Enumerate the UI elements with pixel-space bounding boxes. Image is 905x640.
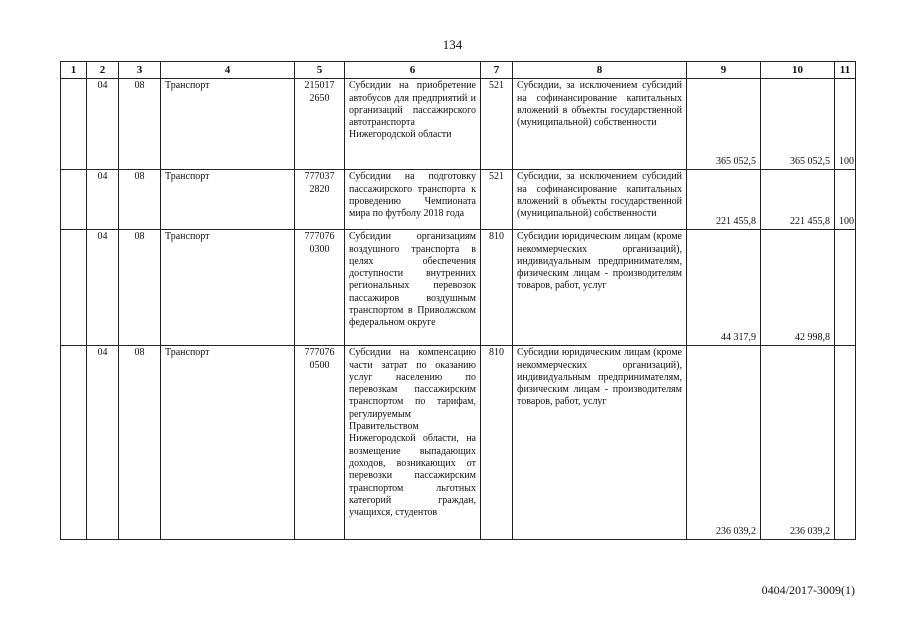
table-row: [61, 346, 856, 540]
column-header: 2: [87, 62, 119, 79]
section-cell: 04: [87, 230, 119, 346]
name-cell: Транспорт: [161, 346, 295, 540]
column-header: 7: [481, 62, 513, 79]
budget-table: [60, 61, 856, 540]
description-cell: Субсидии на компенсацию части затрат по оказанию услуг населению по перевозкам пассажирским транспортом по тарифам, регулируемым Правительством Нижегородской области, на возмещение выпадающих доходов, возникающих от перевозки пассажирским транспортом льготных категорий граждан, учащихся, студентов: [345, 346, 481, 540]
expense-type-cell: 810: [481, 346, 513, 540]
header-row: [61, 62, 856, 79]
actual-amount-cell: 221 455,8: [761, 170, 835, 230]
column-header: 11: [835, 62, 856, 79]
row-number-cell: [61, 230, 87, 346]
subsection-cell: 08: [119, 230, 161, 346]
subsection-cell: 08: [119, 170, 161, 230]
planned-amount-cell: 221 455,8: [687, 170, 761, 230]
column-header: 10: [761, 62, 835, 79]
expense-type-cell: 521: [481, 79, 513, 170]
expense-type-description-cell: Субсидии, за исключением субсидий на софинансирование капитальных вложений в объекты государственной (муниципальной) собственности: [513, 79, 687, 170]
actual-amount-cell: 42 998,8: [761, 230, 835, 346]
actual-amount-cell: 236 039,2: [761, 346, 835, 540]
section-cell: 04: [87, 79, 119, 170]
column-header: 4: [161, 62, 295, 79]
target-code-cell: 215017 2650: [295, 79, 345, 170]
percent-cell: [835, 230, 856, 346]
column-header: 3: [119, 62, 161, 79]
name-cell: Транспорт: [161, 79, 295, 170]
table-row: [61, 170, 856, 230]
subsection-cell: 08: [119, 79, 161, 170]
percent-cell: 100: [835, 79, 856, 170]
expense-type-cell: 810: [481, 230, 513, 346]
description-cell: Субсидии на подготовку пассажирского транспорта к проведению Чемпионата мира по футболу 2018 года: [345, 170, 481, 230]
planned-amount-cell: 44 317,9: [687, 230, 761, 346]
percent-cell: 100: [835, 170, 856, 230]
column-header: 8: [513, 62, 687, 79]
row-number-cell: [61, 170, 87, 230]
description-cell: Субсидии организациям воздушного транспорта в целях обеспечения доступности внутренних региональных перевозок пассажиров воздушным транспортом в Приволжском федеральном округе: [345, 230, 481, 346]
expense-type-description-cell: Субсидии, за исключением субсидий на софинансирование капитальных вложений в объекты государственной (муниципальной) собственности: [513, 170, 687, 230]
target-code-cell: 777076 0300: [295, 230, 345, 346]
row-number-cell: [61, 79, 87, 170]
name-cell: Транспорт: [161, 230, 295, 346]
planned-amount-cell: 236 039,2: [687, 346, 761, 540]
actual-amount-cell: 365 052,5: [761, 79, 835, 170]
subsection-cell: 08: [119, 346, 161, 540]
section-cell: 04: [87, 346, 119, 540]
target-code-cell: 777076 0500: [295, 346, 345, 540]
planned-amount-cell: 365 052,5: [687, 79, 761, 170]
page-number: 134: [442, 37, 463, 52]
expense-type-cell: 521: [481, 170, 513, 230]
column-header: 6: [345, 62, 481, 79]
expense-type-description-cell: Субсидии юридическим лицам (кроме некоммерческих организаций), индивидуальным предпринимателям, физическим лицам - производителям товаров, работ, услуг: [513, 230, 687, 346]
column-header: 5: [295, 62, 345, 79]
target-code-cell: 777037 2820: [295, 170, 345, 230]
column-header: 9: [687, 62, 761, 79]
section-cell: 04: [87, 170, 119, 230]
description-cell: Субсидии на приобретение автобусов для предприятий и организаций пассажирского автотранспорта Нижегородской области: [345, 79, 481, 170]
column-header: 1: [61, 62, 87, 79]
table-row: [61, 79, 856, 170]
table-row: [61, 230, 856, 346]
name-cell: Транспорт: [161, 170, 295, 230]
document-id: 0404/2017-3009(1): [761, 583, 855, 597]
percent-cell: [835, 346, 856, 540]
row-number-cell: [61, 346, 87, 540]
expense-type-description-cell: Субсидии юридическим лицам (кроме некоммерческих организаций), индивидуальным предпринимателям, физическим лицам - производителям товаров, работ, услуг: [513, 346, 687, 540]
